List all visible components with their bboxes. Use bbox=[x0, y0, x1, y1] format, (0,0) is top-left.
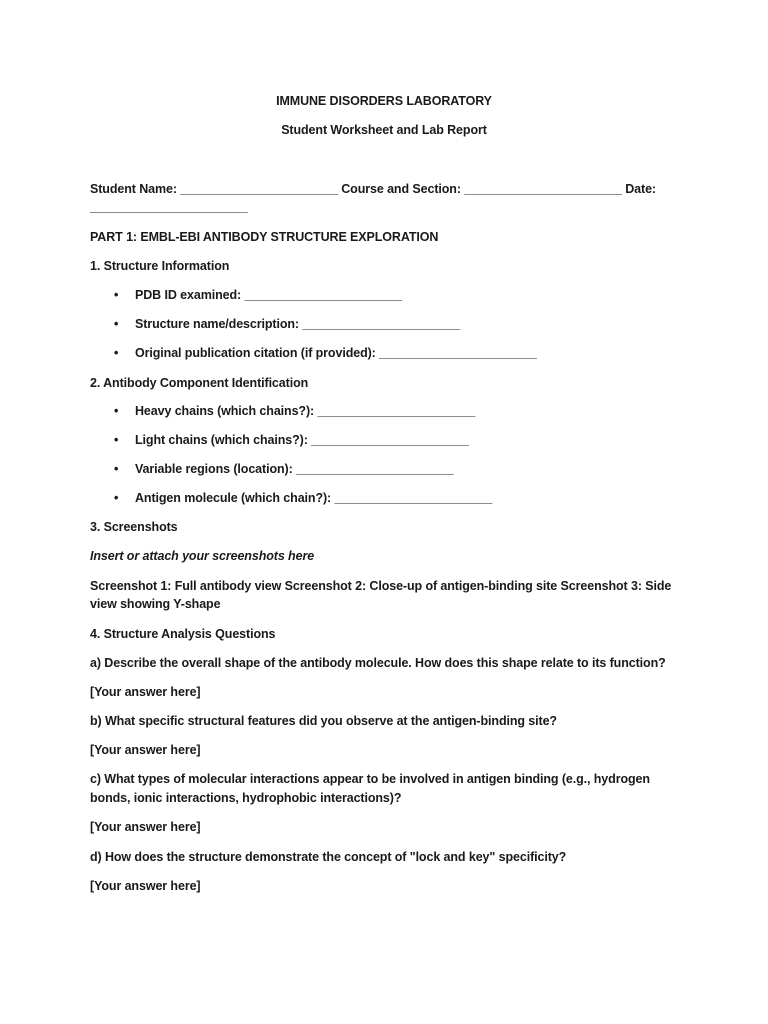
screenshot-instruction: Insert or attach your screenshots here bbox=[90, 549, 315, 563]
document-title: IMMUNE DISORDERS LABORATORY bbox=[276, 94, 492, 108]
section1-heading: 1. Structure Information bbox=[90, 259, 230, 273]
bullet-icon: • bbox=[114, 288, 119, 302]
list-item-text: Variable regions (location): _______________________ bbox=[135, 462, 454, 476]
student-info-line-1: Student Name: _______________________ Course and Section: _______________________ Date: bbox=[90, 182, 656, 196]
question-c-line-2: bonds, ionic interactions, hydrophobic interactions)? bbox=[90, 791, 402, 805]
section2-heading: 2. Antibody Component Identification bbox=[90, 376, 309, 390]
screenshot-list-line-1: Screenshot 1: Full antibody view Screenshot 2: Close-up of antigen-binding site Screenshot 3: Side bbox=[90, 579, 672, 593]
section3-heading: 3. Screenshots bbox=[90, 520, 178, 534]
part1-heading: PART 1: EMBL-EBI ANTIBODY STRUCTURE EXPLORATION bbox=[90, 230, 439, 244]
bullet-icon: • bbox=[114, 404, 119, 418]
student-info-line-2: _______________________ bbox=[90, 200, 248, 214]
answer-a: [Your answer here] bbox=[90, 685, 201, 699]
bullet-icon: • bbox=[114, 491, 119, 505]
question-d: d) How does the structure demonstrate the concept of "lock and key" specificity? bbox=[90, 850, 567, 864]
bullet-icon: • bbox=[114, 317, 119, 331]
answer-d: [Your answer here] bbox=[90, 879, 201, 893]
question-b: b) What specific structural features did you observe at the antigen-binding site? bbox=[90, 714, 557, 728]
bullet-icon: • bbox=[114, 346, 119, 360]
answer-b: [Your answer here] bbox=[90, 743, 201, 757]
answer-c: [Your answer here] bbox=[90, 820, 201, 834]
bullet-icon: • bbox=[114, 462, 119, 476]
bullet-icon: • bbox=[114, 433, 119, 447]
document-subtitle: Student Worksheet and Lab Report bbox=[281, 123, 487, 137]
list-item-text: Original publication citation (if provided): _______________________ bbox=[135, 346, 537, 360]
screenshot-list-line-2: view showing Y-shape bbox=[90, 597, 221, 611]
list-item-text: PDB ID examined: _______________________ bbox=[135, 288, 403, 302]
list-item-text: Heavy chains (which chains?): _______________________ bbox=[135, 404, 476, 418]
list-item-text: Light chains (which chains?): _______________________ bbox=[135, 433, 469, 447]
section4-heading: 4. Structure Analysis Questions bbox=[90, 627, 276, 641]
question-a: a) Describe the overall shape of the antibody molecule. How does this shape relate to its function? bbox=[90, 656, 666, 670]
list-item-text: Antigen molecule (which chain?): _______________________ bbox=[135, 491, 493, 505]
list-item-text: Structure name/description: _______________________ bbox=[135, 317, 460, 331]
question-c-line-1: c) What types of molecular interactions appear to be involved in antigen binding (e.g., hydrogen bbox=[90, 772, 650, 786]
